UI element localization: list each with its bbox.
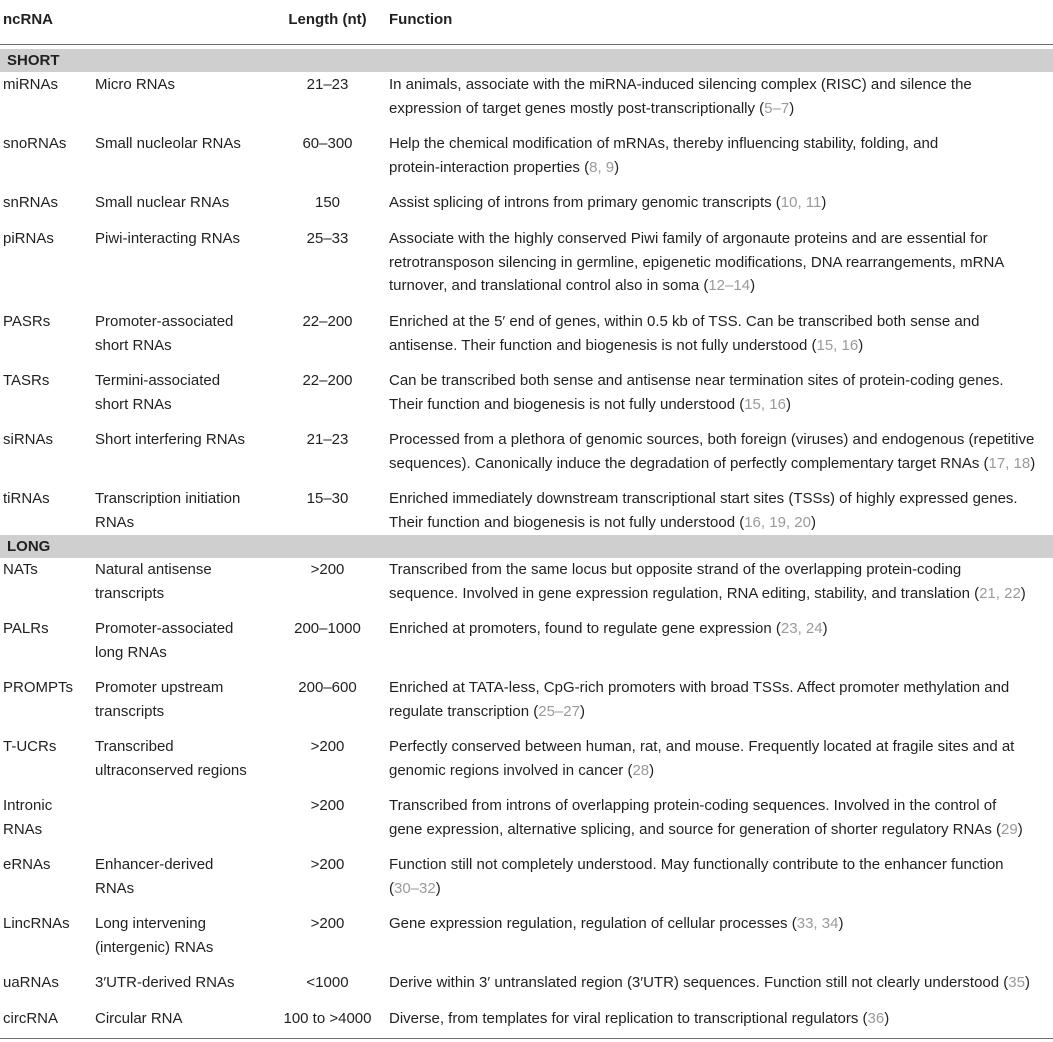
function-line: Assist splicing of introns from primary genomic transcripts (10, 11) (389, 194, 827, 211)
ncrna-function (389, 676, 1053, 723)
ncrna-name (3, 310, 91, 334)
ncrna-full-name-line: RNAs (95, 513, 135, 531)
ncrna-full-name-line: Small nuclear RNAs (95, 194, 230, 211)
ncrna-name-line: circRNA (3, 1010, 58, 1027)
ncrna-name (3, 132, 91, 156)
reference-link[interactable]: 17, 18 (988, 454, 1031, 472)
ncrna-function (389, 794, 1053, 841)
function-line: Function still not completely understood. May functionally contribute to the enhancer function (389, 856, 1004, 873)
reference-link[interactable]: 28 (632, 761, 650, 779)
ncrna-length: 15–30 (306, 490, 349, 507)
header-function: Function (389, 11, 453, 28)
ncrna-length: 60–300 (302, 135, 353, 152)
ncrna-length: 22–200 (302, 313, 353, 330)
function-line: sequence. Involved in gene expression regulation, RNA editing, stability, and translation (21, 22) (389, 584, 1026, 602)
ncrna-name-line: T-UCRs (3, 738, 57, 755)
function-line: Perfectly conserved between human, rat, and mouse. Frequently located at fragile sites and at (389, 738, 1015, 755)
section-short-label: SHORT (7, 52, 60, 69)
ncrna-name-line: snoRNAs (3, 135, 67, 152)
ncrna-name (3, 487, 91, 511)
ncrna-name-line: NATs (3, 561, 38, 578)
function-line: expression of target genes mostly post-transcriptionally (5–7) (389, 99, 795, 117)
function-line: gene expression, alternative splicing, and source for generation of shorter regulatory RNAs (29) (389, 820, 1023, 838)
ncrna-function (389, 191, 1053, 215)
ncrna-full-name-line: Circular RNA (95, 1010, 183, 1027)
ncrna-name (3, 227, 91, 251)
ncrna-name-line: TASRs (3, 372, 50, 389)
function-line: Their function and biogenesis is not fully understood (15, 16) (389, 395, 791, 413)
ncrna-full-name-line: Termini-associated (95, 372, 221, 389)
ncrna-length: 21–23 (306, 76, 349, 93)
ncrna-full-name (95, 853, 265, 900)
ncrna-full-name-line: ultraconserved regions (95, 761, 247, 779)
ncrna-name (3, 853, 91, 877)
ncrna-function (389, 853, 1053, 900)
section-long (0, 535, 1053, 558)
ncrna-full-name-line: Promoter-associated (95, 620, 234, 637)
ncrna-function (389, 617, 1053, 641)
reference-link[interactable]: 10, 11 (780, 194, 822, 211)
ncrna-name-line: PASRs (3, 313, 51, 330)
ncrna-function (389, 487, 1053, 534)
ncrna-full-name-line: Promoter upstream (95, 679, 224, 696)
header-rule (0, 44, 1053, 45)
ncrna-full-name-line: transcripts (95, 702, 165, 720)
ncrna-name-line: miRNAs (3, 76, 58, 93)
ncrna-function (389, 428, 1053, 475)
ncrna-full-name-line: Small nucleolar RNAs (95, 135, 241, 152)
ncrna-name (3, 558, 91, 582)
function-line: Transcribed from introns of overlapping protein-coding sequences. Involved in the control of (389, 797, 997, 814)
ncrna-length: 22–200 (302, 372, 353, 389)
reference-link[interactable]: 25–27 (538, 702, 580, 720)
ncrna-name (3, 735, 91, 759)
ncrna-name (3, 191, 91, 215)
reference-link[interactable]: 29 (1001, 820, 1018, 838)
ncrna-full-name (95, 617, 265, 664)
function-line: regulate transcription (25–27) (389, 702, 585, 720)
ncrna-full-name (95, 1007, 265, 1031)
ncrna-name (3, 912, 91, 936)
ncrna-length: 200–600 (298, 679, 357, 696)
ncrna-full-name-line: Promoter-associated (95, 313, 234, 330)
ncrna-name (3, 971, 91, 995)
section-short (0, 49, 1053, 72)
function-line: retrotransposon silencing in germline, epigenetic modifications, DNA rearrangements, mRNA (389, 253, 1005, 271)
ncrna-full-name-line: Enhancer-derived (95, 856, 214, 873)
ncrna-length: 150 (314, 194, 341, 211)
ncrna-length: 21–23 (306, 431, 349, 448)
ncrna-full-name (95, 676, 265, 723)
function-line: Their function and biogenesis is not fully understood (16, 19, 20) (389, 513, 816, 531)
ncrna-full-name (95, 487, 265, 534)
ncrna-name (3, 369, 91, 393)
ncrna-length: >200 (310, 561, 345, 578)
ncrna-full-name-line: Piwi-interacting RNAs (95, 230, 241, 247)
ncrna-name-line: siRNAs (3, 431, 54, 448)
ncrna-name-line: tiRNAs (3, 490, 50, 507)
function-line: Diverse, from templates for viral replication to transcriptional regulators (36) (389, 1010, 890, 1027)
ncrna-function (389, 227, 1053, 298)
ncrna-full-name-line: Long intervening (95, 915, 206, 932)
ncrna-name-line: snRNAs (3, 194, 59, 211)
ncrna-name (3, 428, 91, 452)
header-length: Length (nt) (288, 11, 367, 28)
function-line: In animals, associate with the miRNA-induced silencing complex (RISC) and silence the (389, 76, 972, 93)
ncrna-name-line: eRNAs (3, 856, 51, 873)
ncrna-full-name-line: RNAs (95, 879, 135, 897)
ncrna-function (389, 73, 1053, 120)
ncrna-name-line: LincRNAs (3, 915, 70, 932)
ncrna-name-line: piRNAs (3, 230, 54, 247)
ncrna-full-name-line: 3′UTR-derived RNAs (95, 974, 235, 991)
ncrna-full-name-line: short RNAs (95, 395, 172, 413)
ncrna-full-name (95, 428, 265, 452)
ncrna-length: 25–33 (306, 230, 349, 247)
function-line: turnover, and translational control also in soma (12–14) (389, 277, 756, 294)
function-line: Derive within 3′ untranslated region (3′UTR) sequences. Function still not clearly understood (35) (389, 974, 1030, 991)
ncrna-name-line: PROMPTs (3, 679, 74, 696)
ncrna-function (389, 735, 1053, 782)
ncrna-full-name (95, 558, 265, 605)
ncrna-full-name (95, 227, 265, 251)
reference-link[interactable]: 8, 9 (589, 158, 615, 176)
function-line: Enriched immediately downstream transcriptional start sites (TSSs) of highly expressed genes. (389, 490, 1018, 507)
bottom-rule (0, 1038, 1053, 1039)
ncrna-function (389, 132, 1053, 179)
reference-link[interactable]: 33, 34 (796, 915, 839, 932)
ncrna-length: 100 to >4000 (283, 1010, 372, 1027)
function-line: Enriched at the 5′ end of genes, within 0.5 kb of TSS. Can be transcribed both sense and (389, 313, 980, 330)
function-line: Enriched at promoters, found to regulate gene expression (23, 24) (389, 620, 828, 637)
ncrna-full-name-line: Natural antisense (95, 561, 212, 578)
header-ncrna: ncRNA (3, 11, 54, 28)
reference-link[interactable]: 36 (867, 1010, 885, 1027)
ncrna-name-line: Intronic (3, 797, 53, 814)
ncrna-function (389, 912, 1053, 936)
function-line: Can be transcribed both sense and antisense near termination sites of protein-coding genes. (389, 372, 1004, 389)
function-line: Enriched at TATA-less, CpG-rich promoters with broad TSSs. Affect promoter methylation and (389, 679, 1010, 696)
ncrna-name (3, 676, 91, 700)
reference-link[interactable]: 12–14 (708, 277, 751, 294)
ncrna-full-name (95, 369, 265, 416)
function-line: protein-interaction properties (8, 9) (389, 158, 620, 176)
reference-link[interactable]: 30–32 (394, 879, 436, 897)
reference-link[interactable]: 23, 24 (780, 620, 823, 637)
function-line: Help the chemical modification of mRNAs, thereby influencing stability, folding, and (389, 135, 939, 152)
ncrna-name-line: RNAs (3, 820, 43, 838)
function-line: genomic regions involved in cancer (28) (389, 761, 655, 779)
ncrna-full-name (95, 310, 265, 357)
ncrna-length: >200 (310, 915, 345, 932)
function-line: Processed from a plethora of genomic sources, both foreign (viruses) and endogenous (repetitive (389, 431, 1035, 448)
ncrna-full-name (95, 73, 265, 97)
function-line: Transcribed from the same locus but opposite strand of the overlapping protein-coding (389, 561, 962, 578)
reference-link[interactable]: 16, 19, 20 (744, 513, 811, 531)
ncrna-function (389, 558, 1053, 605)
ncrna-length: >200 (310, 856, 345, 873)
ncrna-function (389, 369, 1053, 416)
ncrna-full-name (95, 191, 265, 215)
ncrna-full-name (95, 971, 265, 995)
reference-link[interactable]: 35 (1008, 974, 1025, 991)
ncrna-name (3, 1007, 91, 1031)
ncrna-function (389, 971, 1053, 995)
function-line: antisense. Their function and biogenesis is not fully understood (15, 16) (389, 336, 864, 354)
ncrna-full-name-line: long RNAs (95, 643, 167, 661)
ncrna-name-line: uaRNAs (3, 974, 59, 991)
function-line: Gene expression regulation, regulation of cellular processes (33, 34) (389, 915, 844, 932)
ncrna-length: >200 (310, 797, 345, 814)
reference-link[interactable]: 21, 22 (979, 584, 1021, 602)
ncrna-full-name-line: Transcribed (95, 738, 174, 755)
function-line: Associate with the highly conserved Piwi family of argonaute proteins and are essential for (389, 230, 988, 247)
function-line: sequences). Canonically induce the degradation of perfectly complementary target RNAs (17, 18) (389, 454, 1036, 472)
ncrna-function (389, 1007, 1053, 1031)
ncrna-name (3, 73, 91, 97)
ncrna-full-name-line: (intergenic) RNAs (95, 938, 214, 956)
reference-link[interactable]: 5–7 (764, 99, 790, 117)
function-line: (30–32) (389, 879, 441, 897)
ncrna-full-name-line: short RNAs (95, 336, 172, 354)
ncrna-length: >200 (310, 738, 345, 755)
ncrna-name (3, 794, 91, 841)
ncrna-full-name (95, 735, 265, 782)
ncrna-full-name (95, 132, 265, 156)
ncrna-full-name-line: Micro RNAs (95, 76, 176, 93)
section-long-label: LONG (7, 538, 51, 555)
ncrna-length: <1000 (306, 974, 349, 991)
ncrna-length: 200–1000 (294, 620, 361, 637)
ncrna-full-name-line: transcripts (95, 584, 165, 602)
ncrna-function (389, 310, 1053, 357)
ncrna-full-name-line: Transcription initiation (95, 490, 241, 507)
ncrna-name (3, 617, 91, 641)
ncrna-full-name-line: Short interfering RNAs (95, 431, 246, 448)
ncrna-name-line: PALRs (3, 620, 49, 637)
reference-link[interactable]: 15, 16 (816, 336, 859, 354)
ncrna-full-name (95, 912, 265, 959)
reference-link[interactable]: 15, 16 (744, 395, 786, 413)
